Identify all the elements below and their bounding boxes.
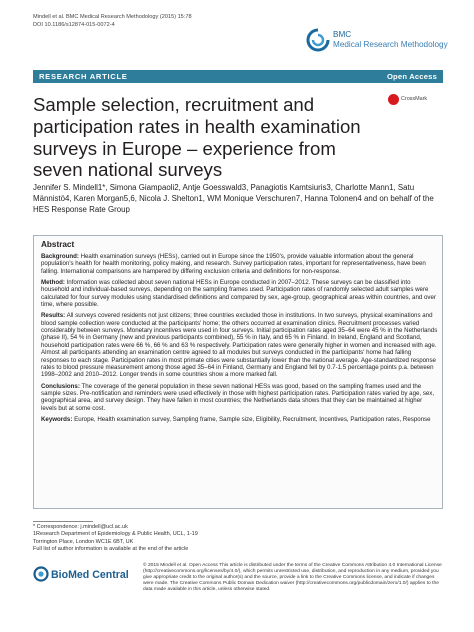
license-text: © 2015 Mindell et al. Open Access This article is distributed under the terms of the Creative Commons Attribution 4.0 International License (http://creativecommons.org/licenses/by/4.0/), which permits unrestricted use, distribution, and reproduction in any medium, provided you give appropriate credit to the original author(s) and the source, provide a link to the Creative Commons license, and indicate if changes were made. The Creative Commons Public Domain Dedication waiver (http://creativecommons.org/publicdomain/zero/1.0/) applies to the data made available in this article, unless otherwise stated.: [143, 563, 442, 593]
footnote: [33, 524, 198, 553]
journal-logo[interactable]: [306, 26, 448, 58]
results-label: Results:: [41, 312, 66, 320]
abstract-background: [41, 253, 438, 275]
publisher-logo[interactable]: [33, 566, 143, 584]
journal-logo-name: Medical Research Methodology: [333, 39, 448, 49]
abstract-method: [41, 279, 438, 309]
correspondence-email[interactable]: * Correspondence: j.mindell@ucl.ac.uk: [33, 524, 128, 530]
article-banner: [33, 70, 443, 83]
author-list: Jennifer S. Mindell1*, Simona Giampaoli2, Antje Goesswald3, Panagiotis Kamtsiuris3, Charlotte Mann1, Satu Männistö4, Karen Morgan5,6, Nicola J. Shelton1, WM Monique Verschuren7, Hanna Tolonen4 and on behalf of the HES Response Rate Group: [33, 183, 434, 214]
method-label: Method:: [41, 278, 65, 286]
bmc-swirl-icon: [306, 28, 330, 52]
method-text: Information was collected about seven national HESs in Europe conducted in 2007–2012. These surveys can be classified into household and individual-based surveys, depending on the sampling frames used. Participation rates of randomly selected adult samples were calculated for four survey modules using standardised definitions and compared by sex, age-group, geographical areas within countries, and over time, where possible.: [41, 278, 436, 309]
author-info-note: Full list of author information is available at the end of the article: [33, 545, 189, 552]
journal-logo-bmc: BMC: [333, 30, 352, 39]
crossmark-icon: [388, 94, 399, 105]
abstract-conclusions: [41, 383, 438, 413]
affiliation-line: 1Research Department of Epidemiology & Public Health, UCL, 1-19: [33, 531, 198, 538]
citation-line: Mindell et al. BMC Medical Research Methodology (2015) 15:78: [33, 14, 192, 20]
background-label: Background:: [41, 253, 79, 260]
crossmark-label: CrossMark: [401, 96, 428, 102]
crossmark-badge[interactable]: [388, 94, 438, 106]
footnote-divider: [33, 521, 93, 522]
publisher-name: BioMed Central: [51, 569, 129, 581]
conclusions-label: Conclusions:: [41, 382, 80, 390]
article-type: RESEARCH ARTICLE: [39, 72, 128, 81]
keywords-text: Europe, Health examination survey, Sampling frame, Sample size, Eligibility, Recruitment, Incentives, Participation rates, Response: [72, 415, 431, 423]
address-line: Torrington Place, London WC1E 6BT, UK: [33, 538, 134, 545]
abstract-body: [41, 253, 438, 427]
abstract-heading: Abstract: [41, 240, 75, 249]
conclusions-text: The coverage of the general population in these seven national HESs was good, based on the sampling frames used and the sample sizes. Pre-notification and reminders were used effectively in those with highest participation rates. Participation rates varied by age, sex, geographical area, and survey design. They have fallen in most countries; the Netherlands data shows that they can be maintained at higher levels but at some cost.: [41, 382, 435, 412]
keywords-label: Keywords:: [41, 415, 73, 423]
results-text: All surveys covered residents not just citizens; three countries excluded those in institutions. In two surveys, physical examinations and blood sample collection were conducted at the participants' home; the others occurred at examination clinics. Recruitment processes varied considerably between surveys. Monetary incentives were used in four surveys. Initial participation rates aged 35–64 were 45 % in the Netherlands (phase II), 54 % in Germany (new and previous participants combined), 55 % in Italy, and 65 % in Finland. In Ireland, England and Scotland, household participation rates were 66 %, 66 % and 63 % respectively. Participation rates were generally higher in women and increased with age. Almost all participants attending an examination centre agreed to all modules but surveys conducted in the participants' home had falling responses to each stage. Participation rates in most primate cities were substantially lower than the national average. Age-standardized response rates to blood pressure measurement among those aged 35–64 in Finland, Germany and England fell by 0.7-1.5 percentage points p.a. between 1998–2002 and 2010–2012. Longer trends in some countries show a more marked fall.: [41, 312, 438, 379]
citation-header: [33, 14, 192, 29]
background-text: Health examination surveys (HESs), carried out in Europe since the 1950's, provide valuable information about the general population's health for health monitoring, policy making, and research. Survey participation rates, important for representativeness, have been falling. International comparisons are hampered by differing exclusion criteria and definitions for non-response.: [41, 253, 426, 275]
open-access-label: Open Access: [386, 72, 437, 81]
biomed-central-icon: [33, 566, 49, 582]
doi-line: DOI 10.1186/s12874-015-0072-4: [33, 21, 115, 28]
abstract-keywords: [41, 416, 438, 423]
abstract-results: [41, 312, 438, 379]
article-title: Sample selection, recruitment and participation rates in health examination surveys in Europe – experience from seven national surveys: [33, 94, 361, 181]
abstract-box: [33, 235, 443, 509]
